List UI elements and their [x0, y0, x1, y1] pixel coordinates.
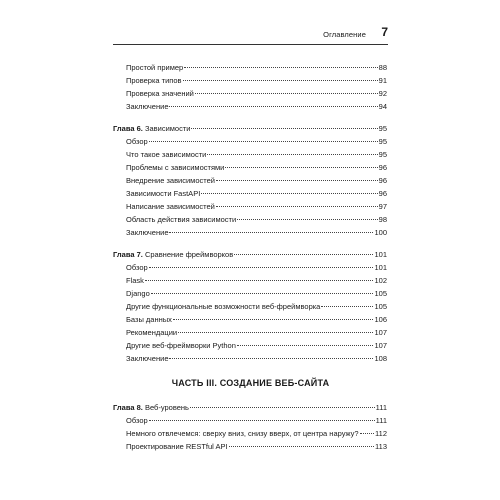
toc-entry-page: 101 — [374, 250, 387, 259]
dot-leader — [149, 420, 375, 421]
dot-leader — [149, 267, 374, 268]
toc-entry-title: Простой пример — [126, 63, 184, 72]
dot-leader — [169, 106, 377, 107]
running-header-title: Оглавление — [323, 30, 366, 39]
toc-entry-title: Заключение — [126, 228, 169, 237]
toc-entry-page: 107 — [374, 328, 387, 337]
dot-leader — [321, 306, 373, 307]
toc-entry[interactable] — [126, 353, 387, 365]
dot-leader — [201, 193, 377, 194]
toc-entry[interactable] — [126, 340, 387, 352]
toc-entry[interactable] — [126, 188, 387, 200]
toc-entry[interactable] — [126, 101, 387, 113]
dot-leader — [149, 141, 378, 142]
toc-entry[interactable] — [126, 301, 387, 313]
toc-entry[interactable] — [126, 62, 387, 74]
toc-entry-page: 105 — [374, 302, 387, 311]
toc-entry-title: Другие веб-фреймворки Python — [126, 341, 236, 350]
toc-entry[interactable] — [126, 327, 387, 339]
toc-entry-page: 105 — [374, 289, 387, 298]
toc-chapter-6[interactable] — [113, 123, 387, 135]
dot-leader — [237, 219, 377, 220]
toc-entry-title: Область действия зависимости — [126, 215, 237, 224]
part-heading: ЧАСТЬ III. СОЗДАНИЕ ВЕБ-САЙТА — [171, 378, 330, 388]
dot-leader — [184, 67, 377, 68]
toc-entry[interactable] — [126, 227, 387, 239]
toc-entry-title: Что такое зависимости — [126, 150, 207, 159]
toc-entry-page: 102 — [374, 276, 387, 285]
toc-entry-page: 101 — [374, 263, 387, 272]
toc-entry[interactable] — [126, 136, 387, 148]
dot-leader — [229, 446, 374, 447]
toc-entry-title: Базы данных — [126, 315, 172, 324]
toc-entry-page: 97 — [378, 202, 387, 211]
toc-entry-title: Проблемы с зависимостями — [126, 163, 225, 172]
chapter-name: Веб-уровень — [144, 403, 189, 412]
toc-entry-page: 111 — [375, 416, 387, 425]
toc-entry-page: 112 — [375, 429, 387, 438]
toc-entry[interactable] — [126, 428, 387, 440]
toc-entry-title: Обзор — [126, 416, 148, 425]
toc-entry-title: Проектирование RESTful API — [126, 442, 228, 451]
toc-entry-page: 96 — [378, 189, 387, 198]
toc-entry-title: Заключение — [126, 354, 169, 363]
toc-entry[interactable] — [126, 149, 387, 161]
toc-entry-title: Внедрение зависимостей — [126, 176, 215, 185]
toc-entry-title: Обзор — [126, 137, 148, 146]
toc-entry[interactable] — [126, 441, 387, 453]
toc-entry[interactable] — [126, 88, 387, 100]
toc-entry-page: 95 — [378, 137, 387, 146]
chapter-name: Сравнение фреймворков — [144, 250, 234, 259]
toc-entry[interactable] — [126, 75, 387, 87]
dot-leader — [195, 93, 378, 94]
dot-leader — [237, 345, 374, 346]
toc-chapter-title — [113, 123, 190, 135]
toc-entry-page: 96 — [378, 163, 387, 172]
toc-entry-page: 106 — [374, 315, 387, 324]
toc-chapter-7[interactable] — [113, 249, 387, 261]
toc-entry[interactable] — [126, 175, 387, 187]
dot-leader — [169, 232, 373, 233]
toc-chapter-title — [113, 249, 233, 261]
toc-entry-title: Заключение — [126, 102, 169, 111]
dot-leader — [151, 293, 374, 294]
dot-leader — [234, 254, 373, 255]
toc-entry-title: Django — [126, 289, 150, 298]
dot-leader — [173, 319, 374, 320]
chapter-name: Зависимости — [144, 124, 191, 133]
toc-entry-page: 95 — [378, 150, 387, 159]
toc-entry-title: Обзор — [126, 263, 148, 272]
dot-leader — [145, 280, 374, 281]
page-number: 7 — [381, 25, 388, 39]
dot-leader — [191, 128, 377, 129]
dot-leader — [225, 167, 377, 168]
chapter-prefix: Глава 8. — [113, 403, 143, 412]
toc-chapter-8[interactable] — [113, 402, 387, 414]
page-header — [113, 25, 388, 45]
toc-entry-title: Проверка типов — [126, 76, 182, 85]
toc-entry-page: 113 — [375, 442, 387, 451]
toc-entry-page: 88 — [378, 63, 387, 72]
toc-entry-page: 91 — [378, 76, 387, 85]
dot-leader — [360, 433, 374, 434]
toc-entry-title: Другие функциональные возможности веб-фреймворка — [126, 302, 321, 311]
toc-entry-title: Проверка значений — [126, 89, 194, 98]
toc-entry-page: 95 — [378, 124, 387, 133]
toc-entry-page: 100 — [374, 228, 387, 237]
toc-entry-page: 92 — [378, 89, 387, 98]
dot-leader — [216, 180, 378, 181]
toc-entry-page: 94 — [378, 102, 387, 111]
toc-chapter-title — [113, 402, 189, 414]
toc-entry[interactable] — [126, 262, 387, 274]
toc-entry[interactable] — [126, 201, 387, 213]
chapter-prefix: Глава 6. — [113, 124, 143, 133]
header-divider — [113, 44, 388, 45]
toc-entry[interactable] — [126, 275, 387, 287]
toc-entry-title: Написание зависимостей — [126, 202, 215, 211]
toc-entry-title: Рекомендации — [126, 328, 178, 337]
toc-entry-page: 111 — [375, 403, 387, 412]
dot-leader — [190, 407, 375, 408]
toc-entry[interactable] — [126, 314, 387, 326]
toc-entry-page: 107 — [374, 341, 387, 350]
dot-leader — [183, 80, 378, 81]
toc-entry-page: 96 — [378, 176, 387, 185]
toc-entry-page: 98 — [378, 215, 387, 224]
toc-entry[interactable] — [126, 162, 387, 174]
toc-entry[interactable] — [126, 415, 387, 427]
dot-leader — [178, 332, 373, 333]
chapter-prefix: Глава 7. — [113, 250, 143, 259]
dot-leader — [207, 154, 377, 155]
toc-entry[interactable] — [126, 214, 387, 226]
toc-entry-title: Зависимости FastAPI — [126, 189, 201, 198]
toc-entry-title: Немного отвлечемся: сверху вниз, снизу вверх, от центра наружу? — [126, 429, 359, 438]
toc-entry[interactable] — [126, 288, 387, 300]
toc-entry-title: Flask — [126, 276, 144, 285]
toc-entry-page: 108 — [374, 354, 387, 363]
dot-leader — [169, 358, 373, 359]
dot-leader — [216, 206, 378, 207]
